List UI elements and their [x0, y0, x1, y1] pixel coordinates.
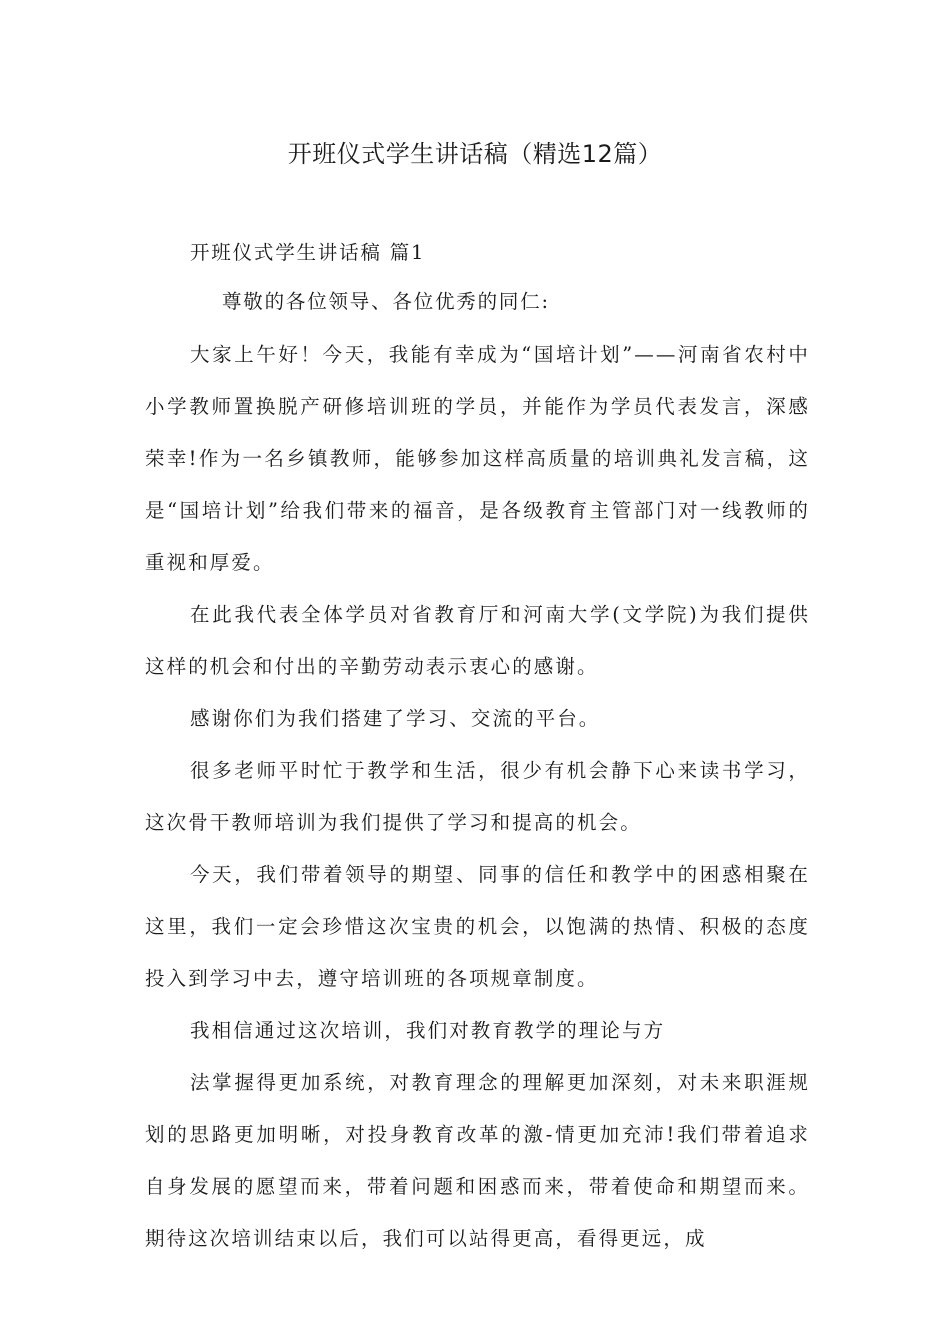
- paragraph-opportunity: 很多老师平时忙于教学和生活，很少有机会静下心来读书学习，这次骨干教师培训为我们提供了学习和提高的机会。: [145, 759, 810, 834]
- paragraph-expectation: 法掌握得更加系统，对教育理念的理解更加深刻，对未来职涯规划的思路更加明晰，对投身教育改革的激-情更加充沛!我们带着追求自身发展的愿望而来，带着问题和困惑而来，带着使命和期望而来。 期待这次培训结束以后，我们可以站得更高，看得更远，成: [145, 1071, 810, 1250]
- paragraph-belief: 我相信通过这次培训，我们对教育教学的理论与方: [190, 1019, 666, 1042]
- paragraph-thanks: 在此我代表全体学员对省教育厅和河南大学(文学院)为我们提供这样的机会和付出的辛勤劳动表示衷心的感谢。: [145, 603, 810, 678]
- body-text: [145, 329, 810, 1265]
- paragraph-platform: 感谢你们为我们搭建了学习、交流的平台。: [190, 707, 601, 730]
- paragraph-greeting: 大家上午好！今天，我能有幸成为“国培计划”——河南省农村中小学教师置换脱产研修培训班的学员，并能作为学员代表发言，深感荣幸!作为一名乡镇教师，能够参加这样高质量的培训典礼发言稿，这是“国培计划”给我们带来的福音，是各级教育主管部门对一线教师的重视和厚爱。: [145, 343, 810, 574]
- document-title: 开班仪式学生讲话稿（精选12篇）: [287, 140, 663, 168]
- paragraph-commitment: 今天，我们带着领导的期望、同事的信任和教学中的困惑相聚在这里，我们一定会珍惜这次宝贵的机会，以饱满的热情、积极的态度投入到学习中去，遵守培训班的各项规章制度。: [145, 863, 810, 990]
- salutation: 尊敬的各位领导、各位优秀的同仁:: [222, 290, 550, 313]
- section-heading: 开班仪式学生讲话稿 篇1: [190, 241, 426, 264]
